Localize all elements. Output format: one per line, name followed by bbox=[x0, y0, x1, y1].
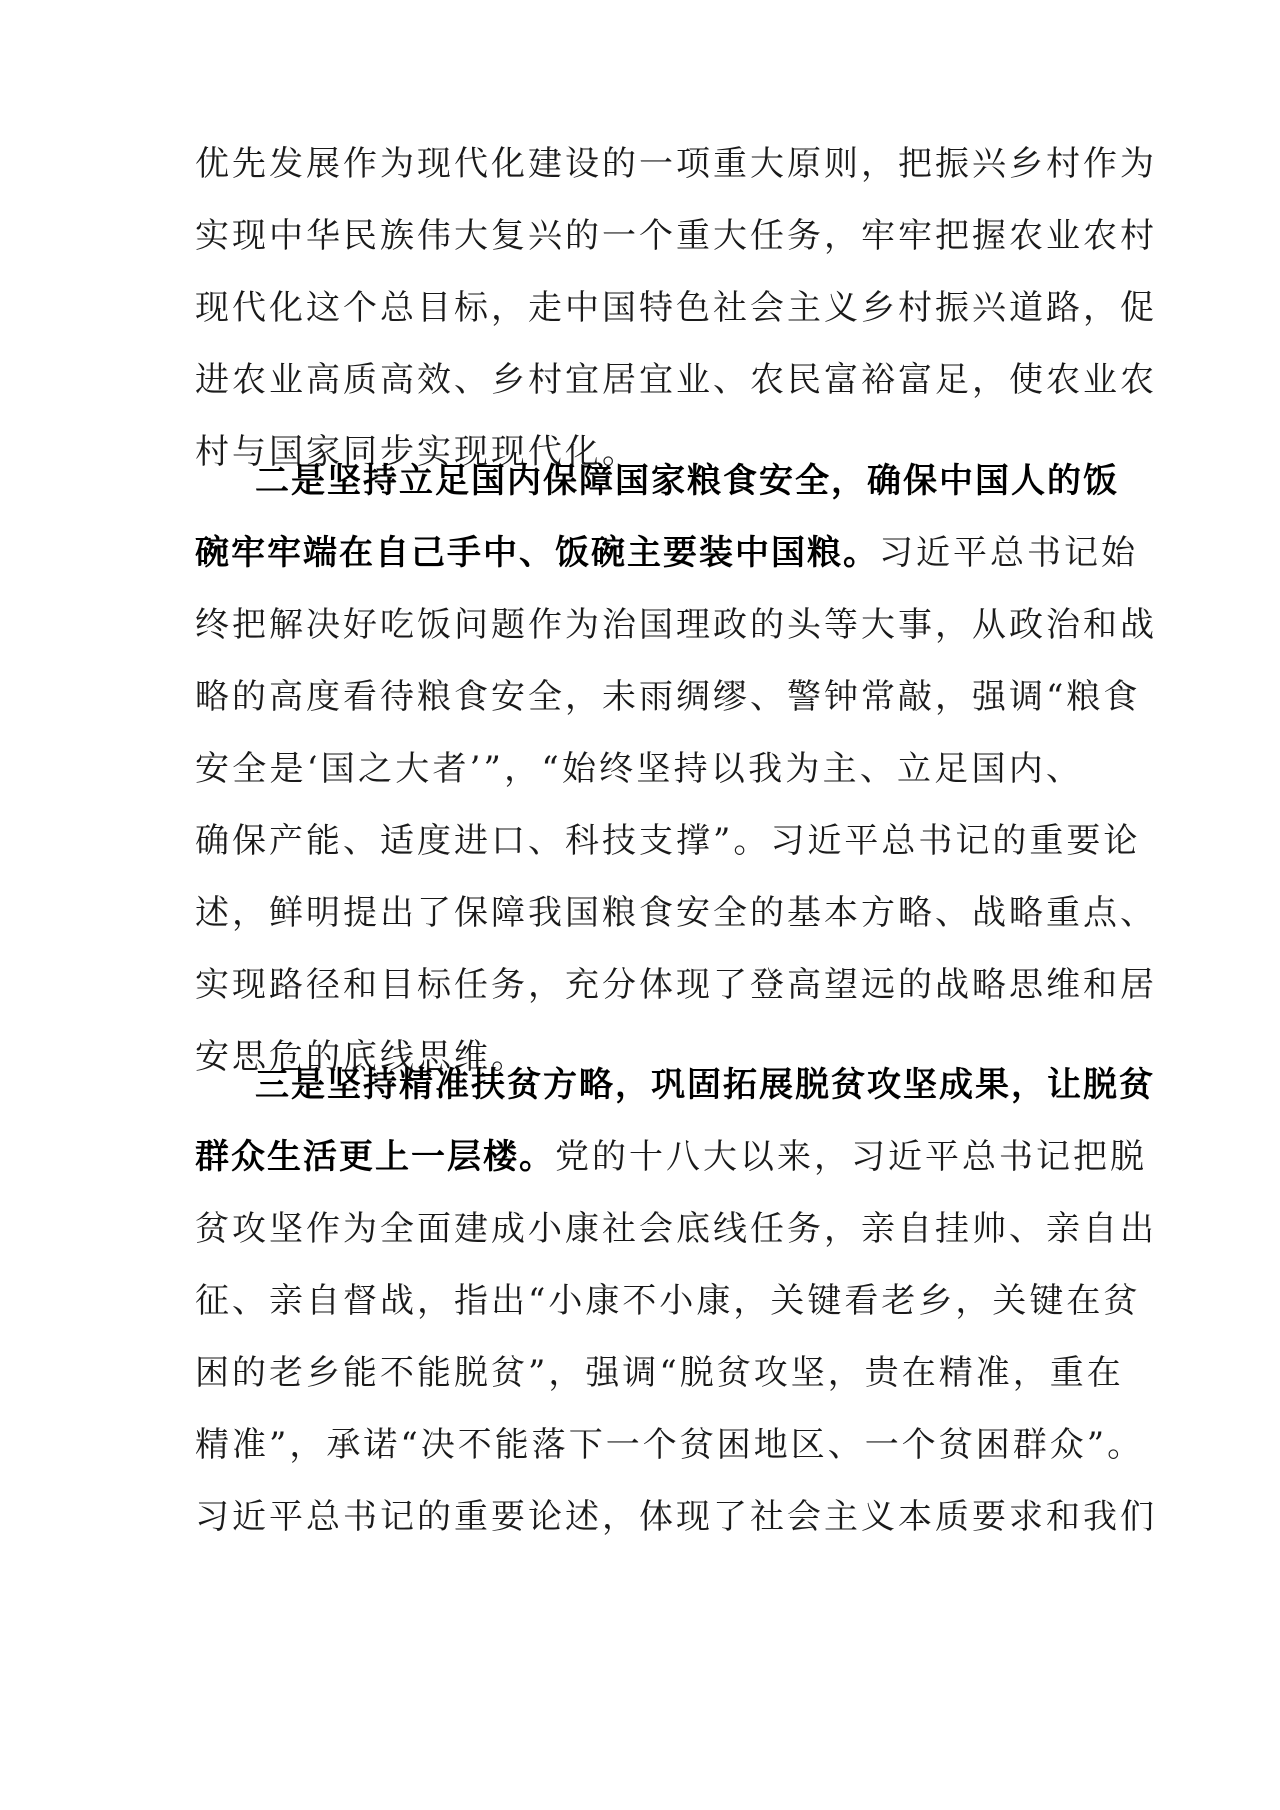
lead-sentence-line: 二是坚持立足国内保障国家粮食安全，确保中国人的饭 bbox=[255, 461, 1119, 501]
text-line: 实现中华民族伟大复兴的一个重大任务，牢牢把握农业农村 bbox=[195, 216, 1157, 256]
text-line: 确保产能、适度进口、科技支撑”。习近平总书记的重要论 bbox=[195, 821, 1141, 861]
body-text: 党的十八大以来，习近平总书记把脱 bbox=[555, 1137, 1147, 1177]
paragraph-2 bbox=[195, 445, 1157, 1093]
text-line bbox=[195, 1121, 1147, 1193]
lead-sentence-end: 群众生活更上一层楼。 bbox=[195, 1137, 555, 1177]
text-line: 征、亲自督战，指出“小康不小康，关键看老乡，关键在贫 bbox=[195, 1281, 1141, 1321]
text-line: 实现路径和目标任务，充分体现了登高望远的战略思维和居 bbox=[195, 965, 1157, 1005]
lead-sentence-line: 三是坚持精准扶贫方略，巩固拓展脱贫攻坚成果，让脱贫 bbox=[255, 1065, 1155, 1105]
text-line bbox=[195, 517, 1138, 589]
text-line: 习近平总书记的重要论述，体现了社会主义本质要求和我们 bbox=[195, 1497, 1157, 1537]
text-line: 安思危的底线思维。 bbox=[195, 1037, 528, 1077]
lead-sentence-end: 碗牢牢端在自己手中、饭碗主要装中国粮。 bbox=[195, 533, 879, 573]
paragraph-3 bbox=[195, 1049, 1157, 1553]
text-line: 述，鲜明提出了保障我国粮食安全的基本方略、战略重点、 bbox=[195, 893, 1157, 933]
text-line: 贫攻坚作为全面建成小康社会底线任务，亲自挂帅、亲自出 bbox=[195, 1209, 1157, 1249]
text-line: 村与国家同步实现现代化。 bbox=[195, 432, 639, 472]
body-text: 习近平总书记始 bbox=[879, 533, 1138, 573]
text-line: 精准”，承诺“决不能落下一个贫困地区、一个贫困群众”。 bbox=[195, 1425, 1145, 1465]
text-line: 优先发展作为现代化建设的一项重大原则，把振兴乡村作为 bbox=[195, 144, 1157, 184]
text-line: 安全是‘国之大者’”，“始终坚持以我为主、立足国内、 bbox=[195, 749, 1083, 789]
text-line: 终把解决好吃饭问题作为治国理政的头等大事，从政治和战 bbox=[195, 605, 1157, 645]
text-line: 现代化这个总目标，走中国特色社会主义乡村振兴道路，促 bbox=[195, 288, 1157, 328]
text-line: 困的老乡能不能脱贫”，强调“脱贫攻坚，贵在精准，重在 bbox=[195, 1353, 1124, 1393]
paragraph-1 bbox=[195, 128, 1157, 488]
text-line: 进农业高质高效、乡村宜居宜业、农民富裕富足，使农业农 bbox=[195, 360, 1157, 400]
text-line: 略的高度看待粮食安全，未雨绸缪、警钟常敲，强调“粮食 bbox=[195, 677, 1141, 717]
